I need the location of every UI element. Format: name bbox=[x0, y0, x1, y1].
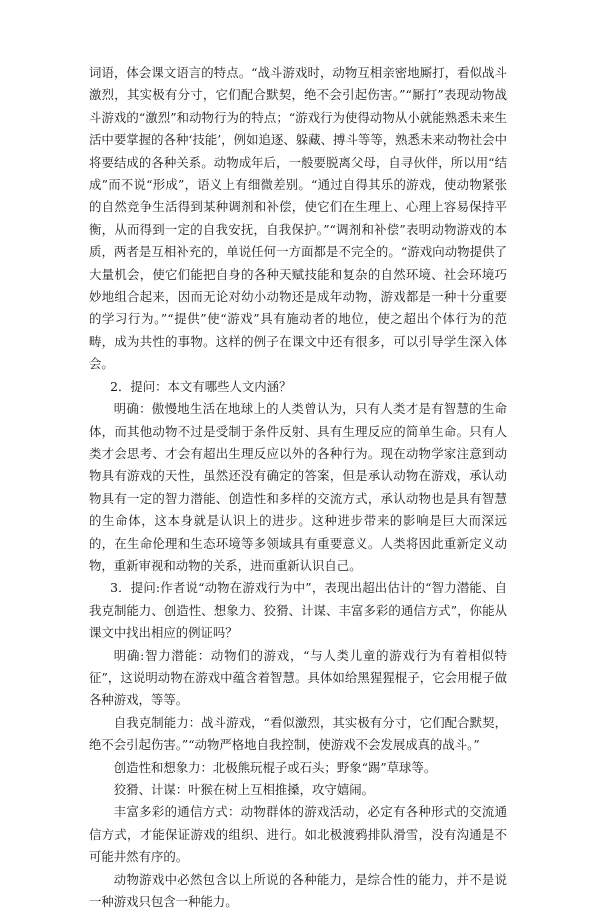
document-page bbox=[89, 62, 507, 913]
answer-cunning: 狡猾、计谋：叶猴在树上互相推搡，攻守嬉闹。 bbox=[113, 782, 374, 797]
answer-communication: 丰富多彩的通信方式：动物群体的游戏活动，必定有各种形式的交流通信方式，才能保证游戏的组织、进行。如北极渡鸦排队滑雪，没有沟通是不可能井然有序的。 bbox=[89, 804, 507, 865]
answer-2: 明确：傲慢地生活在地球上的人类曾认为，只有人类才是有智慧的生命体，而其他动物不过是受制于条件反射、具有生理反应的简单生命。只有人类才会思考、才会有超出生理反应以外的各种行为。现在动物学家注意到动物具有游戏的天性，虽然还没有确定的答案，但是承认动物在游戏，承认动物具有一定的智力潜能、创造性和多样的交流方式，承认动物也是具有智慧的生命体，这本身就是认识上的进步。这种进步带来的影响是巨大而深远的，在生命伦理和生态环境等多领域具有重要意义。人类将因此重新定义动物，重新审视和动物的关系，进而重新认识自己。 bbox=[89, 401, 507, 573]
answer-intelligence: 明确:智力潜能：动物们的游戏，“与人类儿童的游戏行为有着相似特征”，这说明动物在游戏中蕴含着智慧。具体如给黑猩猩棍子，它会用棍子做各种游戏，等等。 bbox=[89, 647, 507, 708]
question-3: 3．提问:作者说“动物在游戏行为中”，表现出超出估计的“智力潜能、自我克制能力、创造性、想象力、狡猾、计谋、丰富多彩的通信方式”，你能从课文中找出相应的例证吗？ bbox=[89, 580, 507, 641]
answer-self-control: 自我克制能力：战斗游戏，“看似激烈，其实极有分寸，它们配合默契，绝不会引起伤害。”“动物严格地自我控制，使游戏不会发展成真的战斗。” bbox=[89, 714, 507, 753]
conclusion-paragraph: 动物游戏中必然包含以上所说的各种能力，是综合性的能力，并不是说一种游戏只包含一种能力。 bbox=[89, 871, 507, 910]
paragraph-word-analysis: 词语，体会课文语言的特点。“战斗游戏时，动物互相亲密地厮打，看似战斗激烈，其实极有分寸，它们配合默契，绝不会引起伤害。”“厮打”表现动物战斗游戏的“激烈”和动物行为的特点；“游戏行为使得动物从小就能熟悉未来生活中要掌握的各种‘技能’，例如追逐、躲藏、搏斗等等，熟悉未来动物社会中将要结成的各种关系。动物成年后，一般要脱离父母，自寻伙伴，所以用“结成”而不说“形成”，语义上有细微差别。“通过自得其乐的游戏，使动物紧张的自然竞争生活得到某种调剂和补偿，使它们在生理上、心理上容易保持平衡，从而得到一定的自我安抚，自我保护。”“调剂和补偿”表明动物游戏的本质，两者是互相补充的，单说任何一方面都是不完全的。“游戏向动物提供了大量机会，使它们能把自身的各种天赋技能和复杂的自然环境、社会环境巧妙地组合起来，因而无论对幼小动物还是成年动物，游戏都是一种十分重要的学习行为。”“提供”使“游戏”具有施动者的地位，使之超出个体行为的范畴，成为共性的事物。这样的例子在课文中还有很多，可以引导学生深入体会。 bbox=[89, 65, 507, 372]
answer-creativity: 创造性和想象力：北极熊玩棍子或石头；野象“踢”草球等。 bbox=[113, 759, 437, 775]
question-2: 2．提问：本文有哪些人文内涵？ bbox=[110, 378, 292, 394]
